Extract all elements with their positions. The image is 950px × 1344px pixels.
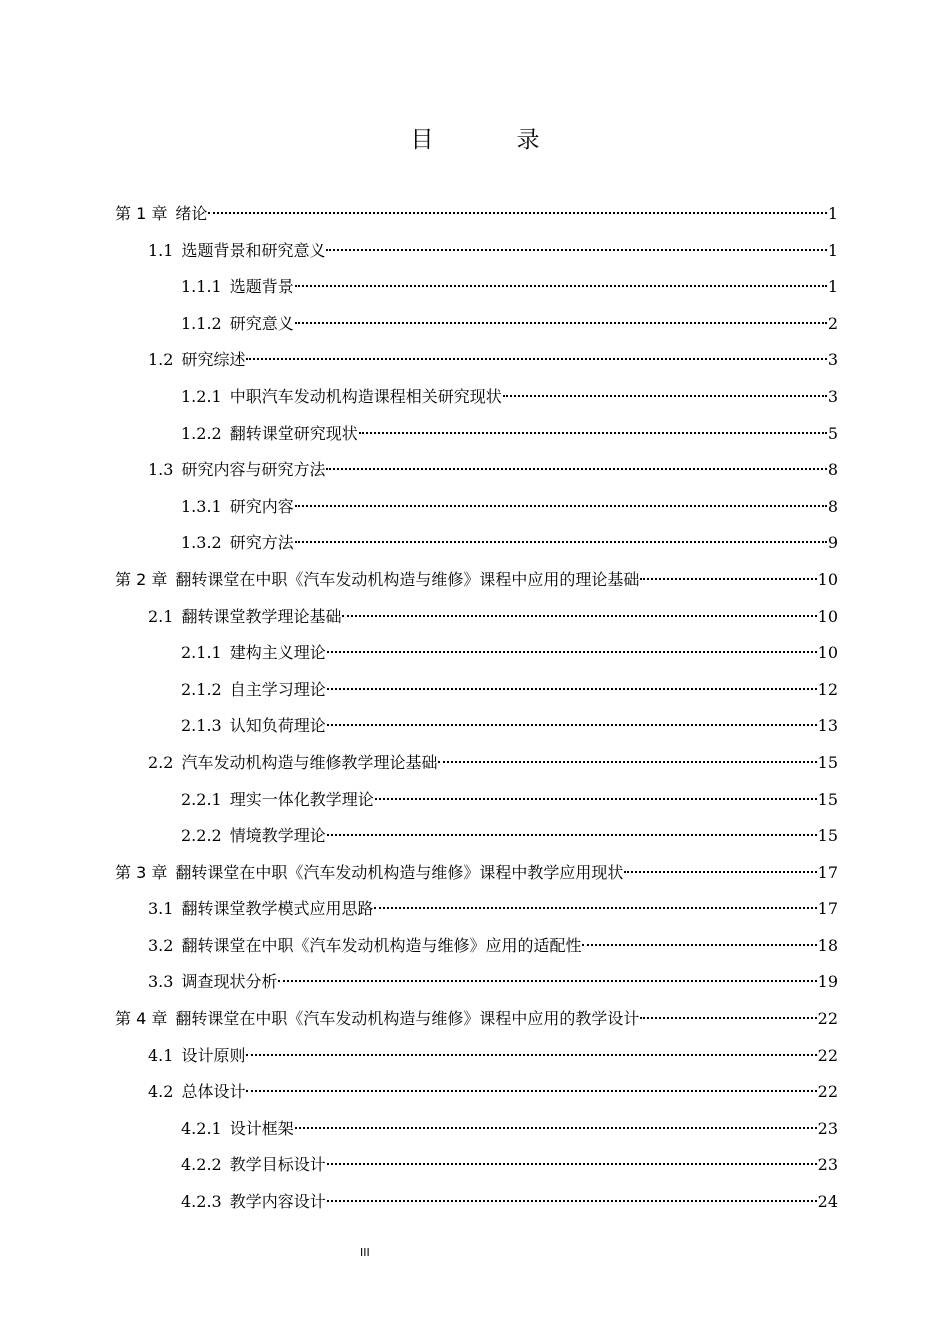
- dot-leader: [374, 907, 816, 909]
- dot-leader: [326, 249, 826, 251]
- toc-entry[interactable]: [115, 1001, 838, 1038]
- toc-entry[interactable]: [115, 1147, 838, 1184]
- dot-leader: [295, 541, 827, 543]
- toc-entry-label: [181, 708, 326, 745]
- dot-leader: [640, 578, 816, 580]
- toc-entry-text: 翻转课堂教学理论基础: [181, 606, 342, 626]
- toc-entry-label: [148, 1038, 245, 1075]
- toc-entry-label: [115, 196, 207, 233]
- dot-leader: [295, 1127, 817, 1129]
- toc-entry[interactable]: [115, 306, 838, 343]
- toc-entry-number: 1.1: [148, 240, 174, 260]
- toc-entry-text: 研究内容: [229, 496, 294, 516]
- toc-entry-page: 2: [827, 313, 838, 333]
- toc-entry[interactable]: [115, 342, 838, 379]
- toc-entry-text: 理实一体化教学理论: [229, 789, 374, 809]
- toc-entry[interactable]: [115, 745, 838, 782]
- dot-leader: [295, 285, 827, 287]
- toc-entry-label: [148, 928, 581, 965]
- toc-entry[interactable]: [115, 269, 838, 306]
- toc-entry[interactable]: [115, 928, 838, 965]
- toc-entry[interactable]: [115, 525, 838, 562]
- toc-entry-label: [181, 306, 294, 343]
- dot-leader: [359, 432, 827, 434]
- dot-leader: [375, 798, 817, 800]
- toc-entry-text: 自主学习理论: [229, 679, 326, 699]
- toc-entry-number: 4.2.1: [181, 1118, 222, 1138]
- dot-leader: [327, 651, 817, 653]
- toc-entry-number: 1.3: [148, 460, 174, 480]
- toc-entry-label: [181, 635, 326, 672]
- toc-entry[interactable]: [115, 416, 838, 453]
- dot-leader: [438, 761, 816, 763]
- toc-entry-label: [148, 891, 373, 928]
- toc-entry-text: 调查现状分析: [181, 972, 278, 992]
- toc-entry-label: [115, 1001, 639, 1038]
- toc-entry-label: [181, 1147, 326, 1184]
- toc-entry-text: 翻转课堂在中职《汽车发动机构造与维修》课程中教学应用现状: [175, 862, 624, 882]
- toc-entry-text: 教学目标设计: [229, 1155, 326, 1175]
- toc-entry[interactable]: [115, 489, 838, 526]
- toc-entry-text: 选题背景: [229, 277, 294, 297]
- toc-entry-label: [148, 233, 325, 270]
- toc-entry-text: 翻转课堂在中职《汽车发动机构造与维修》应用的适配性: [181, 935, 582, 955]
- toc-entry-number: 2.2.1: [181, 789, 222, 809]
- toc-entry-number: 2.2.2: [181, 826, 222, 846]
- toc-entry[interactable]: [115, 452, 838, 489]
- dot-leader: [327, 834, 817, 836]
- toc-entry-number: 第 4 章: [115, 1009, 168, 1029]
- toc-entry-page: 22: [817, 1045, 838, 1065]
- dot-leader: [326, 468, 826, 470]
- toc-entry-page: 8: [827, 496, 838, 516]
- dot-leader: [503, 395, 827, 397]
- toc-entry-label: [181, 525, 294, 562]
- toc-entry-number: 3.3: [148, 972, 174, 992]
- toc-entry-label: [181, 379, 502, 416]
- toc-entry[interactable]: [115, 1038, 838, 1075]
- toc-entry[interactable]: [115, 782, 838, 819]
- toc-entry-text: 建构主义理论: [229, 643, 326, 663]
- toc-entry-text: 认知负荷理论: [229, 716, 326, 736]
- dot-leader: [208, 212, 826, 214]
- toc-entry-label: [181, 818, 326, 855]
- toc-entry-label: [148, 342, 245, 379]
- dot-leader: [295, 505, 827, 507]
- toc-entry-label: [181, 672, 326, 709]
- toc-entry-text: 教学内容设计: [229, 1192, 326, 1212]
- toc-entry-text: 研究方法: [229, 533, 294, 553]
- toc-entry-label: [148, 745, 437, 782]
- toc-entry-page: 13: [817, 716, 838, 736]
- toc-entry-page: 19: [817, 972, 838, 992]
- toc-entry-page: 22: [817, 1082, 838, 1102]
- toc-entry-number: 3.2: [148, 935, 174, 955]
- toc-entry-page: 22: [817, 1009, 838, 1029]
- toc-entry-page: 23: [817, 1155, 838, 1175]
- toc-entry-number: 2.1.1: [181, 643, 222, 663]
- toc-entry[interactable]: [115, 855, 838, 892]
- toc-entry[interactable]: [115, 635, 838, 672]
- toc-entry-page: 24: [817, 1192, 838, 1212]
- toc-entry-number: 1.2: [148, 350, 174, 370]
- dot-leader: [582, 944, 816, 946]
- toc-entry[interactable]: [115, 1184, 838, 1221]
- toc-entry-text: 绪论: [175, 204, 208, 223]
- toc-entry-number: 4.2: [148, 1082, 174, 1102]
- toc-entry-number: 2.1.2: [181, 679, 222, 699]
- toc-entry[interactable]: [115, 562, 838, 599]
- toc-entry-page: 10: [817, 643, 838, 663]
- toc-entry[interactable]: [115, 672, 838, 709]
- toc-entry-label: [181, 1111, 294, 1148]
- toc-entry-page: 3: [827, 350, 838, 370]
- toc-entry-page: 10: [817, 606, 838, 626]
- toc-entry-text: 总体设计: [181, 1082, 246, 1102]
- table-of-contents: [115, 196, 838, 1221]
- toc-entry-page: 1: [827, 277, 838, 297]
- toc-entry-text: 翻转课堂在中职《汽车发动机构造与维修》课程中应用的教学设计: [175, 1009, 640, 1029]
- toc-entry-text: 研究综述: [181, 350, 246, 370]
- toc-entry-text: 中职汽车发动机构造课程相关研究现状: [229, 386, 502, 406]
- toc-entry-label: [148, 599, 341, 636]
- dot-leader: [246, 1090, 816, 1092]
- toc-entry-number: 1.3.2: [181, 533, 222, 553]
- toc-entry-number: 1.1.2: [181, 313, 222, 333]
- toc-entry-number: 第 3 章: [115, 862, 168, 882]
- toc-entry-text: 选题背景和研究意义: [181, 240, 326, 260]
- dot-leader: [327, 1200, 817, 1202]
- toc-entry-page: 17: [817, 862, 838, 882]
- toc-entry-number: 第 2 章: [115, 569, 168, 589]
- toc-entry-number: 2.1.3: [181, 716, 222, 736]
- toc-entry[interactable]: [115, 379, 838, 416]
- dot-leader: [327, 688, 817, 690]
- dot-leader: [624, 871, 816, 873]
- toc-entry-text: 情境教学理论: [229, 826, 326, 846]
- toc-entry-page: 15: [817, 752, 838, 772]
- page-number: III: [360, 1246, 370, 1259]
- toc-entry-page: 10: [817, 569, 838, 589]
- toc-entry[interactable]: [115, 708, 838, 745]
- toc-entry-page: 1: [827, 240, 838, 260]
- dot-leader: [278, 980, 816, 982]
- toc-entry-label: [148, 1074, 245, 1111]
- toc-entry-label: [115, 855, 623, 892]
- toc-entry-text: 研究意义: [229, 313, 294, 333]
- dot-leader: [327, 1163, 817, 1165]
- toc-entry-number: 4.1: [148, 1045, 174, 1065]
- toc-entry-number: 第 1 章: [115, 204, 168, 223]
- toc-entry-label: [115, 562, 639, 599]
- toc-entry[interactable]: [115, 1111, 838, 1148]
- toc-entry-label: [181, 416, 358, 453]
- toc-entry[interactable]: [115, 964, 838, 1001]
- toc-entry-text: 翻转课堂在中职《汽车发动机构造与维修》课程中应用的理论基础: [175, 569, 640, 589]
- toc-entry-page: 23: [817, 1118, 838, 1138]
- toc-entry-page: 5: [827, 423, 838, 443]
- toc-entry-page: 15: [817, 789, 838, 809]
- dot-leader: [342, 615, 816, 617]
- toc-entry-text: 翻转课堂教学模式应用思路: [181, 899, 374, 919]
- toc-entry[interactable]: [115, 818, 838, 855]
- toc-entry-number: 1.1.1: [181, 277, 222, 297]
- toc-entry-label: [148, 964, 277, 1001]
- dot-leader: [295, 322, 827, 324]
- toc-entry-label: [181, 489, 294, 526]
- dot-leader: [246, 1054, 816, 1056]
- toc-entry-number: 2.2: [148, 752, 174, 772]
- toc-entry-label: [181, 782, 374, 819]
- toc-entry-text: 汽车发动机构造与维修教学理论基础: [181, 752, 438, 772]
- toc-entry-page: 3: [827, 386, 838, 406]
- toc-entry-page: 15: [817, 826, 838, 846]
- toc-entry-page: 9: [827, 533, 838, 553]
- toc-entry-text: 设计框架: [229, 1118, 294, 1138]
- toc-entry[interactable]: [115, 891, 838, 928]
- toc-entry-number: 4.2.3: [181, 1192, 222, 1212]
- page-title: 目 录: [410, 127, 570, 153]
- toc-entry-page: 17: [817, 899, 838, 919]
- toc-entry[interactable]: [115, 196, 838, 233]
- toc-entry-page: 1: [827, 204, 838, 223]
- toc-entry-label: [148, 452, 325, 489]
- toc-entry-number: 1.3.1: [181, 496, 222, 516]
- toc-entry[interactable]: [115, 233, 838, 270]
- dot-leader: [327, 724, 817, 726]
- toc-entry-page: 12: [817, 679, 838, 699]
- toc-entry-number: 2.1: [148, 606, 174, 626]
- toc-entry-label: [181, 1184, 326, 1221]
- toc-entry-number: 1.2.2: [181, 423, 222, 443]
- toc-entry-number: 3.1: [148, 899, 174, 919]
- toc-entry[interactable]: [115, 1074, 838, 1111]
- dot-leader: [246, 358, 826, 360]
- toc-entry-number: 1.2.1: [181, 386, 222, 406]
- toc-entry-page: 18: [817, 935, 838, 955]
- toc-entry-number: 4.2.2: [181, 1155, 222, 1175]
- toc-entry-label: [181, 269, 294, 306]
- toc-entry-text: 研究内容与研究方法: [181, 460, 326, 480]
- toc-entry-text: 翻转课堂研究现状: [229, 423, 358, 443]
- toc-entry-text: 设计原则: [181, 1045, 246, 1065]
- toc-entry[interactable]: [115, 599, 838, 636]
- dot-leader: [640, 1017, 816, 1019]
- toc-entry-page: 8: [827, 460, 838, 480]
